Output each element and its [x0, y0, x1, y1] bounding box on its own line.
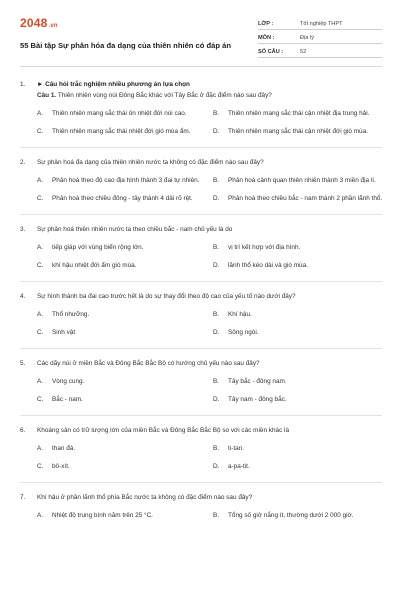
- answer-option[interactable]: [37, 194, 209, 203]
- question-number: 4.: [20, 293, 26, 300]
- option-letter: B.: [213, 110, 220, 117]
- option-letter: B.: [213, 378, 220, 385]
- option-text: Bắc - nam.: [52, 396, 83, 403]
- question-4: [20, 292, 382, 337]
- option-letter: A.: [37, 177, 44, 184]
- answer-option[interactable]: [213, 127, 385, 136]
- answer-option[interactable]: [37, 127, 209, 136]
- question-number: 2.: [20, 159, 26, 166]
- option-text: Thiên nhiên mang sắc thái nhiệt đới gió mùa ẩm.: [52, 128, 191, 135]
- answer-options: [37, 176, 382, 203]
- option-text: Thiên nhiên mang sắc thái cận nhiệt đới gió mùa.: [228, 128, 368, 135]
- document-title: 55 Bài tập Sự phân hóa đa dạng của thiên nhiên có đáp án: [20, 41, 231, 50]
- answer-option[interactable]: [213, 176, 385, 185]
- question-number: 6.: [20, 427, 26, 434]
- question-number: 3.: [20, 226, 26, 233]
- option-text: Phân hoá theo độ cao địa hình thành 3 đai tự nhiên.: [52, 177, 200, 184]
- answer-options: [37, 310, 382, 337]
- section-heading: ► Câu hỏi trắc nghiệm nhiều phương án lựa chọn: [37, 81, 190, 88]
- answer-options: [37, 243, 382, 270]
- answer-option[interactable]: [37, 511, 209, 520]
- site-logo[interactable]: [20, 16, 58, 30]
- option-text: ti-tan.: [228, 445, 244, 452]
- option-letter: B.: [213, 512, 220, 519]
- answer-options: [37, 377, 382, 404]
- answer-option[interactable]: [213, 310, 385, 319]
- option-letter: A.: [37, 110, 44, 117]
- option-letter: A.: [37, 244, 44, 251]
- option-text: tiếp giáp với vùng biển rộng lớn.: [52, 244, 144, 251]
- option-text: Tây bắc - đông nam.: [228, 378, 287, 385]
- question-divider: [20, 281, 382, 282]
- option-letter: A.: [37, 378, 44, 385]
- option-letter: C.: [37, 262, 44, 269]
- meta-row-count: [258, 44, 382, 58]
- question-5: [20, 359, 382, 404]
- meta-key: LỚP :: [258, 21, 274, 27]
- question-number: 7.: [20, 494, 26, 501]
- answer-options: [37, 511, 382, 520]
- question-divider: [20, 415, 382, 416]
- option-letter: D.: [213, 463, 220, 470]
- question-label: Câu 1.: [37, 92, 57, 99]
- question-text: Các dãy núi ở miền Bắc và Đông Bắc Bắc Bộ có hướng chủ yếu nào sau đây?: [37, 360, 260, 367]
- option-letter: B.: [213, 177, 220, 184]
- answer-option[interactable]: [213, 462, 385, 471]
- header-divider: [20, 66, 382, 67]
- answer-option[interactable]: [213, 377, 385, 386]
- answer-option[interactable]: [37, 176, 209, 185]
- option-text: than đá.: [52, 445, 76, 452]
- meta-value: Tốt nghiệp THPT: [300, 21, 343, 27]
- option-letter: A.: [37, 445, 44, 452]
- meta-key: MÔN :: [258, 35, 275, 41]
- option-text: Thổ nhưỡng.: [52, 311, 90, 318]
- option-letter: C.: [37, 195, 44, 202]
- answer-option[interactable]: [213, 395, 385, 404]
- question-text: Sự hình thành ba đai cao trước hết là do sự thay đổi theo độ cao của yếu tố nào dưới đây?: [37, 293, 296, 300]
- option-text: Phân hoá theo chiều đông - tây thành 4 dải rõ rệt.: [52, 195, 193, 202]
- answer-option[interactable]: [213, 511, 385, 520]
- option-text: bô-xít.: [52, 463, 70, 470]
- question-text: Khoáng sản có trữ lượng lớn của miền Bắc và Đông Bắc Bắc Bộ so với các miền khác là: [37, 427, 290, 434]
- answer-option[interactable]: [213, 109, 385, 118]
- option-text: Nhiệt độ trung bình năm trên 25 °C.: [52, 512, 153, 519]
- answer-option[interactable]: [37, 261, 209, 270]
- question-number: 1.: [20, 81, 26, 88]
- option-letter: C.: [37, 128, 44, 135]
- answer-option[interactable]: [213, 444, 385, 453]
- question-3: [20, 225, 382, 270]
- meta-value: 52: [300, 49, 307, 55]
- meta-row-grade: [258, 16, 382, 30]
- question-text: Sự phân hoá đa dạng của thiên nhiên nước ta không có đặc điểm nào sau đây?: [37, 159, 264, 166]
- option-text: khí hậu nhiệt đới ẩm gió mùa.: [52, 262, 137, 269]
- option-letter: B.: [213, 445, 220, 452]
- meta-key: SỐ CÂU :: [258, 49, 284, 55]
- meta-value: Địa lý: [300, 35, 314, 41]
- question-1: [20, 80, 382, 136]
- option-letter: C.: [37, 463, 44, 470]
- option-text: Phân hoá cảnh quan thiên nhiên thành 3 miền địa lí.: [228, 177, 376, 184]
- logo-text: 2048: [20, 16, 48, 30]
- option-letter: D.: [213, 396, 220, 403]
- answer-option[interactable]: [37, 444, 209, 453]
- question-text: [37, 91, 382, 100]
- option-letter: B.: [213, 244, 220, 251]
- question-text: Khí hậu ở phần lãnh thổ phía Bắc nước ta không có đặc điểm nào sau đây?: [37, 494, 253, 501]
- answer-option[interactable]: [213, 261, 385, 270]
- option-text: Thiên nhiên mang sắc thái ôn nhiệt đới núi cao.: [52, 110, 187, 117]
- answer-option[interactable]: [37, 462, 209, 471]
- question-7: [20, 493, 382, 520]
- answer-options: [37, 109, 382, 136]
- question-divider: [20, 482, 382, 483]
- option-text: a-pa-tit.: [228, 463, 250, 470]
- document-meta: [258, 16, 382, 58]
- option-text: Vòng cung.: [52, 378, 85, 385]
- option-letter: D.: [213, 128, 220, 135]
- option-letter: B.: [213, 311, 220, 318]
- logo-domain: .vn: [48, 23, 58, 29]
- answer-options: [37, 444, 382, 471]
- option-text: Tổng số giờ nắng ít, thường dưới 2 000 giờ.: [228, 512, 354, 519]
- option-letter: A.: [37, 311, 44, 318]
- option-letter: D.: [213, 329, 220, 336]
- meta-row-subject: [258, 30, 382, 44]
- answer-option[interactable]: [37, 310, 209, 319]
- answer-option[interactable]: [37, 377, 209, 386]
- question-divider: [20, 147, 382, 148]
- question-text-body: Thiên nhiên vùng núi Đông Bắc khác với Tây Bắc ở đặc điểm nào sau đây?: [57, 92, 272, 99]
- option-letter: C.: [37, 329, 44, 336]
- option-letter: D.: [213, 262, 220, 269]
- answer-option[interactable]: [213, 194, 385, 203]
- option-text: Khí hậu.: [228, 311, 252, 318]
- question-number: 5.: [20, 360, 26, 367]
- question-2: [20, 158, 382, 203]
- answer-option[interactable]: [37, 243, 209, 252]
- question-list: [20, 80, 382, 520]
- question-6: [20, 426, 382, 471]
- answer-option[interactable]: [213, 243, 385, 252]
- answer-option[interactable]: [37, 109, 209, 118]
- answer-option[interactable]: [213, 328, 385, 337]
- question-text: Sự phân hoá thiên nhiên nước ta theo chiều bắc - nam chủ yếu là do: [37, 226, 233, 233]
- option-text: Sông ngòi.: [228, 329, 259, 336]
- option-text: Tây nam - đông bắc.: [228, 396, 287, 403]
- option-text: vị trí kết hợp với địa hình.: [228, 244, 301, 251]
- option-text: Sinh vật: [52, 329, 76, 336]
- option-letter: A.: [37, 512, 44, 519]
- question-divider: [20, 214, 382, 215]
- page-header: [20, 14, 382, 62]
- question-divider: [20, 348, 382, 349]
- option-text: lãnh thổ kéo dài và gió mùa.: [228, 262, 308, 269]
- answer-option[interactable]: [37, 328, 209, 337]
- option-text: Phân hoá theo chiều bắc - nam thành 2 phần lãnh thổ.: [228, 195, 383, 202]
- answer-option[interactable]: [37, 395, 209, 404]
- option-letter: C.: [37, 396, 44, 403]
- option-text: Thiên nhiên mang sắc thái cận nhiệt địa trung hải.: [228, 110, 370, 117]
- option-letter: D.: [213, 195, 220, 202]
